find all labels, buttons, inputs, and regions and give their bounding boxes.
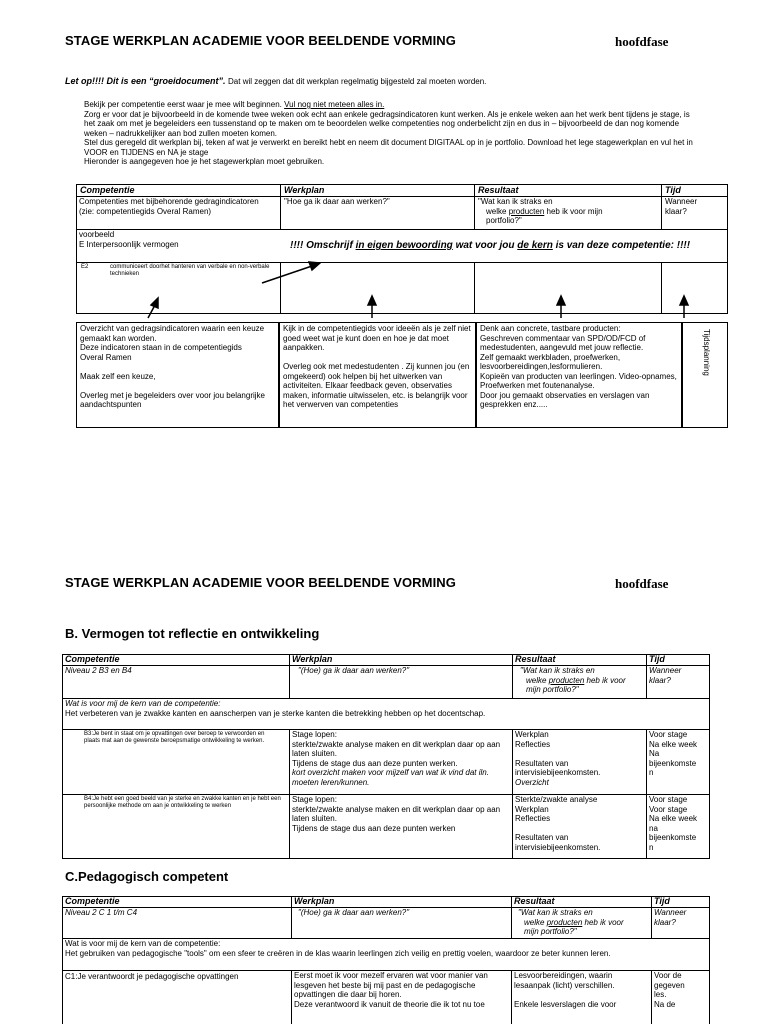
tb-r1-tijd: Wanneer klaar? xyxy=(649,666,682,685)
r2-competentie: voorbeeld E Interpersoonlijk vermogen xyxy=(79,230,179,249)
intro-line1-underlined: Vul nog niet meteen alles in. xyxy=(284,100,385,109)
r1-res-line3: portfolio?" xyxy=(486,216,522,225)
col-divider xyxy=(651,970,652,1024)
tb-b4-competentie: B4:Je hebt een goed beeld van je sterke en zwakke kanten en je hebt een persoonlijke methode om aan je ontwikkeling te werken xyxy=(84,796,281,809)
tc-r1-res-c: heb ik voor xyxy=(582,917,624,927)
header-tijd: Tijd xyxy=(649,654,665,664)
tb-r1-werkplan: "(Hoe) ga ik daar aan werken?" xyxy=(298,666,410,675)
tc-r1-res-line1: "Wat kan ik straks en xyxy=(518,908,593,917)
tb-b3-res-b: Overzicht xyxy=(515,777,549,787)
col-divider xyxy=(291,970,292,1024)
page2-title: STAGE WERKPLAN ACADEMIE VOOR BEELDENDE VORMING xyxy=(65,575,457,590)
tb-b3-competentie: B3:Je bent in staat om je opvattingen over beroep te verwoorden en plaats mat aan de gewenste beroepsmatige ontwikkeling te werken. xyxy=(84,731,265,744)
tc-r1-werkplan: "(Hoe) ga ik daar aan werken?" xyxy=(298,908,410,917)
tb-kern-question: Wat is voor mij de kern van de competentie: xyxy=(65,699,221,708)
header-tijd: Tijd xyxy=(654,896,670,906)
tb-r1-res-producten: producten xyxy=(548,675,585,685)
header-werkplan: Werkplan xyxy=(292,654,333,664)
col-divider xyxy=(511,896,512,938)
r1-res-line1: "Wat kan ik straks en xyxy=(478,197,553,206)
r3-code: E2 xyxy=(81,264,89,270)
box-competentie-uitleg: Overzicht van gedragsindicatoren waarin een keuze gemaakt kan worden. Deze indicatoren staan in de competentiegids Overal Ramen Maak zelf een keuze, Overleg met je begeleiders over voor jou belangrijke aandachtspunten xyxy=(76,322,279,428)
note-rest: Dat wil zeggen dat dit werkplan regelmatig bijgesteld zal moeten worden. xyxy=(228,77,487,86)
tb-r1-res-line1: "Wat kan ik straks en xyxy=(520,666,595,675)
tc-c1-werkplan: Eerst moet ik voor mezelf ervaren wat voor manier van lesgeven het beste bij mij past en de pedagogische opvattingen die daar bij horen. Deze verantwoord ik vanuit de theorie die ik tot nu toe xyxy=(294,971,488,1009)
arrow-head xyxy=(680,296,688,305)
section-c-title: C.Pedagogisch competent xyxy=(65,869,229,884)
tc-r1-competentie: Niveau 2 C 1 t/m C4 xyxy=(65,908,138,917)
page2-phase-label: hoofdfase xyxy=(615,576,669,591)
r2-text-c: wat voor jou xyxy=(452,240,518,251)
tb-b3-plan-a: Stage lopen: sterkte/zwakte analyse maken en dit werkplan daar op aan laten sluiten. Tijdens de stage dus aan deze punten werken. xyxy=(292,730,501,768)
r1-res-line2c: heb ik voor mijn xyxy=(544,206,603,216)
tb-b4-tijd: Voor stage Voor stage Na elke week na bijeenkomste n xyxy=(649,795,698,852)
box-resultaat-uitleg: Denk aan concrete, tastbare producten: Geschreven commentaar van SPD/OD/FCD of medestudenten, aangevuld met jouw reflectie. Zelf gemaakt werkbladen, proefwerken, lesvoorbereidingen,lesformulieren. Kopieën van producten van leerlingen. Video-opnames, Proefwerken met foutenanalyse. Door jou gemaakt observaties en verslagen van gesprekken enz..... xyxy=(476,322,682,428)
header-resultaat: Resultaat xyxy=(514,896,555,906)
arrow-head xyxy=(151,298,158,308)
tb-r1-res-line3: mijn portfolio?" xyxy=(526,685,579,694)
r1-werkplan: "Hoe ga ik daar aan werken?" xyxy=(284,197,390,206)
tc-c1-competentie: C1:Je verantwoordt je pedagogische opvattingen xyxy=(65,972,239,981)
header-resultaat: Resultaat xyxy=(515,654,556,664)
col-divider xyxy=(291,896,292,938)
arrow-head xyxy=(557,296,565,305)
tb-kern-answer: Het verbeteren van je zwakke kanten en aanscherpen van je sterke kanten die betrekking hebben op het docentschap. xyxy=(65,709,486,718)
note-bold: Let op!!!! Dit is een “groeidocument”. xyxy=(65,76,226,86)
tb-b3-res-a: Werkplan Reflecties Resultaten van intervisiebijeenkomsten. xyxy=(515,730,601,777)
tb-b4-resultaat: Sterkte/zwakte analyse Werkplan Reflecties Resultaten van intervisiebijeenkomsten. xyxy=(515,795,601,852)
r2-text-a: !!!! Omschrijf xyxy=(290,240,356,251)
header-tijd: Tijd xyxy=(665,185,681,195)
tb-b3-plan-b: kort overzicht maken voor mijzelf van wat ik vind dat iln. moeten leren/kunnen. xyxy=(292,768,489,787)
r1-competentie: Competenties met bijbehorende gedragindicatoren (zie: competentiegids Overal Ramen) xyxy=(79,197,259,216)
tc-c1-resultaat: Lesvoorbereidingen, waarin lesaanpak (licht) verschillen. Enkele lesverslagen die voor xyxy=(514,971,617,1009)
header-werkplan: Werkplan xyxy=(284,185,325,195)
arrow-line xyxy=(262,266,312,283)
r1-tijd: Wanneer klaar? xyxy=(665,197,698,216)
r1-res-line2a: welke xyxy=(486,206,509,216)
header-resultaat: Resultaat xyxy=(478,185,519,195)
table-c xyxy=(62,896,710,1024)
header-competentie: Competentie xyxy=(65,896,120,906)
tb-r1-competentie: Niveau 2 B3 en B4 xyxy=(65,666,132,675)
col-divider xyxy=(512,654,513,698)
tc-c1-tijd: Voor de gegeven les. Na de xyxy=(654,971,685,1009)
col-divider xyxy=(651,896,652,938)
tc-r1-resultaat xyxy=(518,908,648,937)
intro-line1: Bekijk per competentie eerst waar je mee wilt beginnen. xyxy=(84,100,285,109)
tb-b3-werkplan xyxy=(292,730,510,787)
section-b-title: B. Vermogen tot reflectie en ontwikkeling xyxy=(65,626,320,641)
tc-kern-question: Wat is voor mij de kern van de competentie: xyxy=(65,939,221,948)
tc-r1-res-a: welke xyxy=(524,917,547,927)
header-competentie: Competentie xyxy=(65,654,120,664)
tb-b3-tijd: Voor stage Na elke week Na bijeenkomste n xyxy=(649,730,698,777)
header-competentie: Competentie xyxy=(80,185,135,195)
phase-label: hoofdfase xyxy=(615,34,669,49)
tb-b4-werkplan: Stage lopen: sterkte/zwakte analyse maken en dit werkplan daar op aan laten sluiten. Tijdens de stage dus aan deze punten werken xyxy=(292,795,501,833)
r2-text-d: de kern xyxy=(517,240,553,251)
col-divider xyxy=(511,970,512,1024)
col-divider xyxy=(646,654,647,698)
table-b xyxy=(62,654,710,859)
header-werkplan: Werkplan xyxy=(294,896,335,906)
col-divider xyxy=(646,729,647,859)
box-werkplan-uitleg: Kijk in de competentiegids voor ideeën als je zelf niet goed weet wat je kunt doen en hoe je dat moet aanpakken. Overleg ook met medestudenten . Zij kunnen jou (en omgekeerd) ook helpen bij het uitwerken van activiteiten. Elkaar feedback geven, observaties maken, informatie uitwisselen, etc. is belangrijk voor het verwerven van competenties xyxy=(279,322,476,428)
tc-kern-answer: Het gebruiken van pedagogische "tools" om een sfeer te creëren in de klas waarin leerlingen zich veilig en prettig voelen, waardoor ze beter kunnen leren. xyxy=(65,949,611,958)
tc-r1-res-producten: producten xyxy=(546,917,583,927)
tb-r1-res-c: heb ik voor xyxy=(584,675,626,685)
r3-text: communiceert doorhet hanteren van verbale en non-verbale technieken xyxy=(110,264,270,277)
arrow-head xyxy=(309,262,320,270)
tb-b3-resultaat xyxy=(515,730,643,787)
tc-r1-res-line3: mijn portfolio?" xyxy=(524,927,577,936)
tc-r1-tijd: Wanneer klaar? xyxy=(654,908,687,927)
r1-res-producten: producten xyxy=(508,206,545,216)
r2-text-e: is van deze competentie: !!!! xyxy=(552,240,691,251)
tijdsplanning-label: Tijdsplanning xyxy=(702,329,711,376)
page-title: STAGE WERKPLAN ACADEMIE VOOR BEELDENDE VORMING xyxy=(65,33,457,48)
tb-r1-resultaat xyxy=(520,666,644,695)
arrows-overlay xyxy=(0,0,768,330)
arrow-head xyxy=(368,296,376,305)
col-divider xyxy=(512,729,513,859)
box-tijdsplanning xyxy=(682,322,728,428)
intro-rest: Zorg er voor dat je bijvoorbeeld in de komende twee weken ook echt aan enkele gedragsindicatoren kunt werken. Als je enkele weken aan het werk bent tijdens je stage, is het zaak om met je begeleiders een tussenstand op te maken om te beoordelen welke competenties nog onderbelicht zijn en dus in – bijvoorbeeld de dan nog komende weken – nadrukkelijker aan bod zullen moeten komen. Stel dus geregeld dit werkplan bij, teken af wat je verwerkt en bereikt hebt en neem dit document DIGITAAL op in je portfolio. Download het lege stagewerkplan en vul het in VOOR en TIJDENS en NA je stage Hieronder is aangegeven hoe je het stagewerkplan moet gebruiken. xyxy=(84,109,693,166)
col-divider xyxy=(289,654,290,698)
tb-r1-res-a: welke xyxy=(526,675,549,685)
r2-text-b: in eigen bewoording xyxy=(355,240,453,251)
col-divider xyxy=(289,729,290,859)
